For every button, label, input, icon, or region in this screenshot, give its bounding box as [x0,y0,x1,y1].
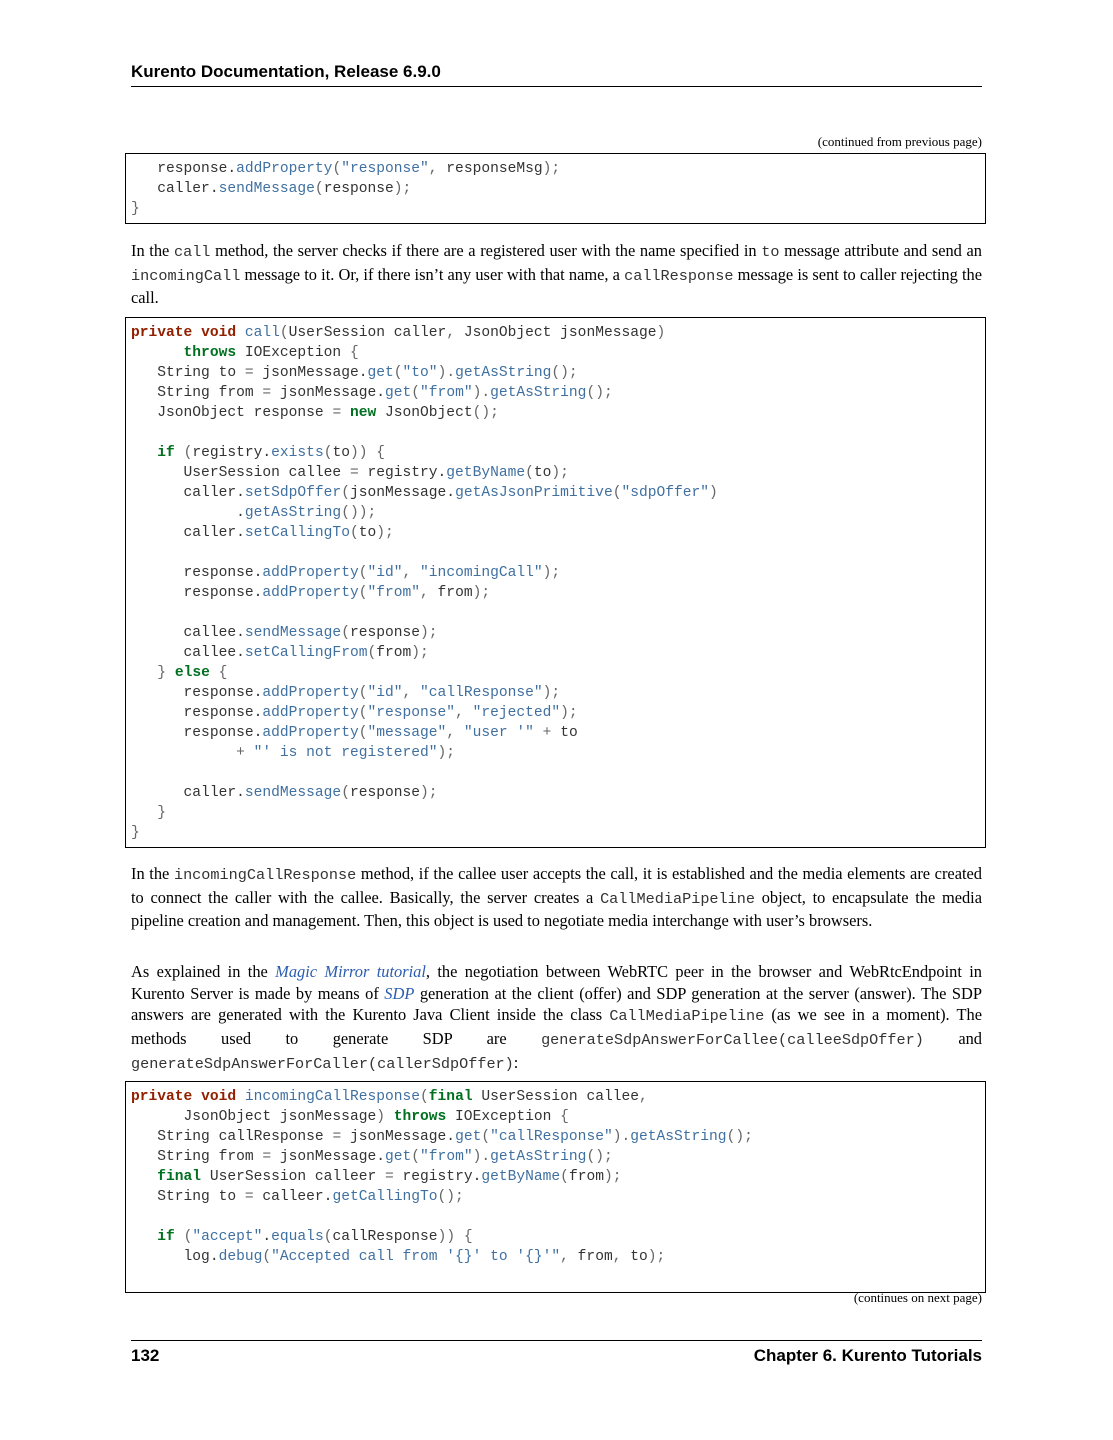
text: object, to encapsulate the media pipeline creation and management. Then, this object is used to negotiate media interchange with user’s browsers. [131,887,983,931]
text: generation at the client (offer) and SDP generation at the server (answer). The SDP answers are generated with the Kurento Java Client inside the class [131,983,982,1025]
running-header-title: Kurento Documentation, Release 6.9.0 [131,62,441,81]
continued-from-label: (continued from previous page) [817,134,982,149]
inline-code: callResponse [624,266,734,285]
inline-code: generateSdpAnswerForCaller(callerSdpOffer) [131,1054,514,1073]
code-block-3 [125,1081,986,1293]
inline-code: call [173,243,211,261]
text: method, the server checks if there are a registered user with the name specified in [210,241,762,260]
paragraph-call-method [131,240,982,309]
paragraph-sdp-negotiation [131,961,982,1076]
code-block-1-content: response.addProperty("response", responseMsg); caller.sendMessage(response); } [131,161,561,217]
paragraph-incoming-call-response [131,863,982,932]
header-rule [131,86,982,87]
code-block-2-content: private void call(UserSession caller, JsonObject jsonMessage) throws IOException { String to = jsonMessage.get("to").getAsString(); String from = jsonMessage.get("from").getAsString(); JsonObject response = new JsonObject(); if (registry.exists(to)) { UserSession callee = registry.getByName(to); caller.setSdpOffer(jsonMessage.getAsJsonPrimitive("sdpOffer") .getAsString()); caller.setCallingTo(to); response.addProperty("id", "incomingCall"); response.addProperty("from", from); callee.sendMessage(response); callee.setCallingFrom(from); } else { response.addProperty("id", "callResponse"); response.addProperty("response", "rejected"); response.addProperty("message", "user '" + to + "' is not registered"); caller.sendMessage(response); } } [131,325,718,841]
text: In the [131,241,174,260]
sdp-link[interactable]: SDP [384,983,415,1003]
continues-on-label: (continues on next page) [853,1290,982,1305]
inline-code: incomingCall [131,266,241,285]
text: message is sent to caller rejecting the call. [131,264,982,308]
magic-mirror-tutorial-link[interactable]: Magic Mirror tutorial [275,962,426,981]
text: : [513,1052,519,1072]
code-block-2 [125,317,986,848]
text: (as we see in a moment). The methods used to generate SDP are [131,1005,982,1049]
inline-code: incomingCallResponse [173,866,357,884]
inline-code: to [761,243,780,261]
inline-code: generateSdpAnswerForCallee(calleeSdpOffer) [541,1031,924,1050]
page-number: 132 [131,1346,160,1365]
footer-rule [131,1340,982,1341]
code-block-1 [125,153,986,224]
code-block-3-content: private void incomingCallResponse(final UserSession callee, JsonObject jsonMessage) throws IOException { String callResponse = jsonMessage.get("callResponse").getAsString(); String from = jsonMessage.get("from").getAsString(); final UserSession calleer = registry.getByName(from); String to = calleer.getCallingTo(); if ("accept".equals(callResponse)) { log.debug("Accepted call from '{}' to '{}'", from, to); [131,1089,753,1265]
text: message attribute and send an [779,241,982,260]
text: In the [131,864,174,883]
inline-code: CallMediaPipeline [609,1007,765,1026]
text: message to it. Or, if there isn’t any user with that name, a [240,264,625,284]
text: and [923,1029,982,1049]
text: , the negotiation between WebRTC peer in the browser and WebRtcEndpoint in Kurento Server is made by means of [131,962,982,1003]
text: As explained in the [131,962,276,981]
chapter-title: Chapter 6. Kurento Tutorials [753,1346,982,1365]
text: method, if the callee user accepts the call, it is established and the media elements are created to connect the caller with the callee. Basically, the server creates a [131,864,982,907]
inline-code: CallMediaPipeline [600,889,756,908]
